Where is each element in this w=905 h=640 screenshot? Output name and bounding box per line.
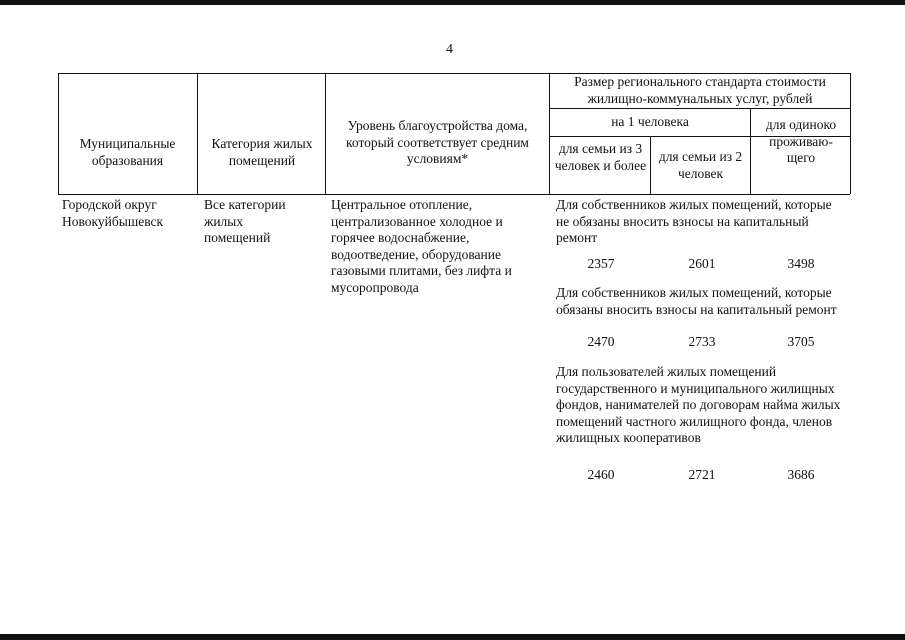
header-per-person: на 1 человека [611, 114, 689, 129]
value-family-3-plus: 2470 [587, 334, 615, 349]
row-municipality: Городской округ Новокуйбышевск [62, 197, 164, 229]
value-family-2: 2601 [688, 256, 716, 271]
scan-border-top [0, 0, 905, 5]
header-municipality: Муниципальные образования [79, 136, 176, 168]
scan-border-bottom [0, 634, 905, 640]
header-single: для одиноко проживаю-щего [765, 117, 837, 165]
header-family-2: для семьи из 2 человек [658, 149, 743, 181]
group-label: Для собственников жилых помещений, которые не обязаны вносить взносы на капитальный ремонт [556, 197, 832, 245]
group-label: Для собственников жилых помещений, которые обязаны вносить взносы на капитальный ремонт [556, 285, 837, 317]
value-family-2: 2721 [688, 467, 716, 482]
header-standard-size: Размер регионального стандарта стоимости жилищно-коммунальных услуг, рублей [574, 74, 826, 106]
header-family-3-plus: для семьи из 3 человек и более [554, 141, 647, 173]
row-amenity-level: Центральное отопление, централизованное холодное и горячее водоснабжение, водоотведение, оборудование газовыми плитами, без лифта и мусоропровода [331, 197, 512, 295]
value-family-2: 2733 [688, 334, 716, 349]
page-number: 4 [446, 42, 453, 57]
value-family-3-plus: 2357 [587, 256, 615, 271]
header-amenity-level: Уровень благоустройства дома, который соответствует средним условиям* [346, 118, 529, 166]
value-single: 3498 [787, 256, 815, 271]
value-single: 3705 [787, 334, 815, 349]
header-housing-category: Категория жилых помещений [211, 136, 313, 168]
row-housing-category: Все категории жилых помещений [204, 197, 286, 245]
value-single: 3686 [787, 467, 815, 482]
value-family-3-plus: 2460 [587, 467, 615, 482]
group-label: Для пользователей жилых помещений государственного и муниципального жилищных фондов, нанимателей по договорам найма жилых помещений частного жилищного фонда, членов жилищных кооперативов [556, 364, 841, 445]
